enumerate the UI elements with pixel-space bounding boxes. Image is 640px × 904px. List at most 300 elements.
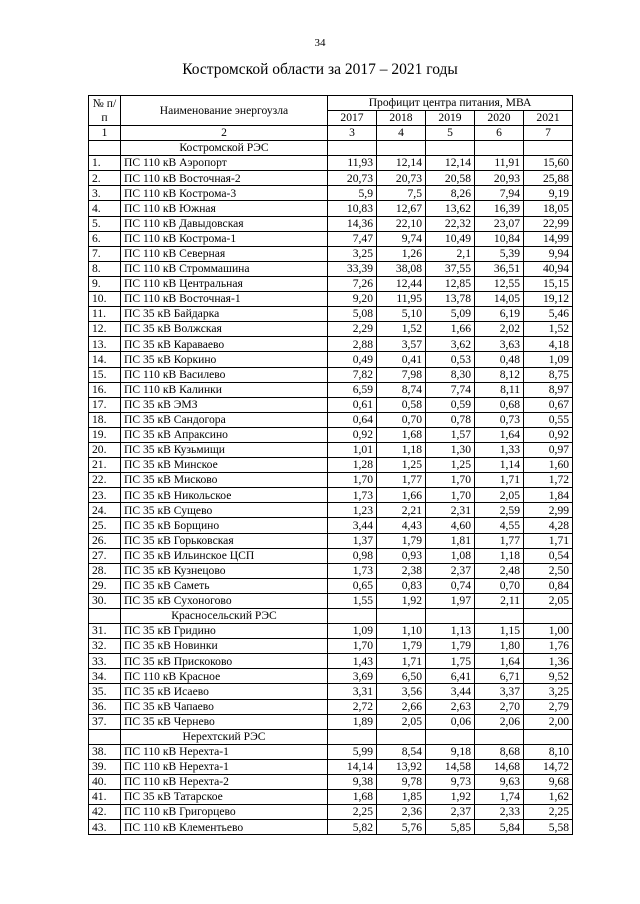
surplus-value: 5,99 bbox=[328, 744, 377, 759]
surplus-value: 1,62 bbox=[524, 790, 573, 805]
surplus-value: 2,88 bbox=[328, 337, 377, 352]
table-row bbox=[89, 261, 573, 276]
surplus-value: 1,36 bbox=[524, 654, 573, 669]
surplus-value: 3,44 bbox=[426, 684, 475, 699]
surplus-value: 1,18 bbox=[475, 548, 524, 563]
surplus-value: 2,38 bbox=[377, 563, 426, 578]
surplus-value: 1,00 bbox=[524, 624, 573, 639]
surplus-value: 2,59 bbox=[475, 503, 524, 518]
surplus-value: 7,82 bbox=[328, 367, 377, 382]
substation-name: ПС 35 кВ Ильинское ЦСП bbox=[121, 548, 328, 563]
surplus-value: 7,94 bbox=[475, 186, 524, 201]
surplus-value: 1,80 bbox=[475, 639, 524, 654]
row-number: 8. bbox=[89, 261, 121, 276]
surplus-value: 1,71 bbox=[377, 654, 426, 669]
surplus-value: 20,73 bbox=[328, 171, 377, 186]
surplus-value: 20,93 bbox=[475, 171, 524, 186]
row-number: 5. bbox=[89, 216, 121, 231]
surplus-value: 3,25 bbox=[328, 246, 377, 261]
surplus-value: 1,73 bbox=[328, 488, 377, 503]
substation-name: ПС 110 кВ Кострома-3 bbox=[121, 186, 328, 201]
surplus-value: 0,55 bbox=[524, 412, 573, 427]
header-profit: Профицит центра питания, МВА bbox=[328, 96, 573, 111]
table-row bbox=[89, 156, 573, 171]
table-row bbox=[89, 684, 573, 699]
surplus-value: 1,72 bbox=[524, 473, 573, 488]
row-number: 23. bbox=[89, 488, 121, 503]
substation-name: ПС 35 кВ Волжская bbox=[121, 322, 328, 337]
surplus-value: 13,92 bbox=[377, 759, 426, 774]
surplus-value: 1,68 bbox=[328, 790, 377, 805]
table-row bbox=[89, 473, 573, 488]
surplus-value: 0,78 bbox=[426, 412, 475, 427]
region-empty-cell bbox=[524, 141, 573, 156]
surplus-value: 7,26 bbox=[328, 276, 377, 291]
substation-name: ПС 35 кВ Татарское bbox=[121, 790, 328, 805]
row-number: 4. bbox=[89, 201, 121, 216]
table-row bbox=[89, 442, 573, 457]
region-empty-cell bbox=[377, 141, 426, 156]
region-empty-cell bbox=[328, 141, 377, 156]
surplus-value: 4,60 bbox=[426, 518, 475, 533]
surplus-value: 1,01 bbox=[328, 442, 377, 457]
substation-name: ПС 35 кВ Чернево bbox=[121, 714, 328, 729]
surplus-value: 9,74 bbox=[377, 231, 426, 246]
surplus-value: 8,54 bbox=[377, 744, 426, 759]
surplus-value: 22,10 bbox=[377, 216, 426, 231]
surplus-value: 8,75 bbox=[524, 367, 573, 382]
substation-name: ПС 35 кВ Кузьмищи bbox=[121, 442, 328, 457]
surplus-value: 7,74 bbox=[426, 382, 475, 397]
surplus-value: 1,25 bbox=[377, 458, 426, 473]
row-number: 10. bbox=[89, 292, 121, 307]
surplus-value: 11,93 bbox=[328, 156, 377, 171]
surplus-value: 9,78 bbox=[377, 775, 426, 790]
substation-name: ПС 35 кВ Сущево bbox=[121, 503, 328, 518]
table-row bbox=[89, 759, 573, 774]
surplus-value: 1,55 bbox=[328, 593, 377, 608]
header-num: № п/п bbox=[89, 96, 121, 126]
surplus-value: 0,59 bbox=[426, 397, 475, 412]
substation-name: ПС 110 кВ Нерехта-1 bbox=[121, 759, 328, 774]
surplus-value: 19,12 bbox=[524, 292, 573, 307]
surplus-value: 0,83 bbox=[377, 578, 426, 593]
substation-name: ПС 110 кВ Калинки bbox=[121, 382, 328, 397]
substation-name: ПС 110 кВ Южная bbox=[121, 201, 328, 216]
surplus-value: 5,82 bbox=[328, 820, 377, 835]
surplus-value: 1,70 bbox=[426, 488, 475, 503]
surplus-value: 22,99 bbox=[524, 216, 573, 231]
surplus-value: 8,12 bbox=[475, 367, 524, 382]
row-number: 36. bbox=[89, 699, 121, 714]
surplus-value: 0,06 bbox=[426, 714, 475, 729]
surplus-value: 1,28 bbox=[328, 458, 377, 473]
surplus-value: 1,70 bbox=[328, 473, 377, 488]
table-row bbox=[89, 292, 573, 307]
substation-name: ПС 35 кВ Исаево bbox=[121, 684, 328, 699]
surplus-value: 1,09 bbox=[328, 624, 377, 639]
surplus-value: 1,79 bbox=[426, 639, 475, 654]
row-number: 6. bbox=[89, 231, 121, 246]
surplus-value: 15,15 bbox=[524, 276, 573, 291]
substation-name: ПС 35 кВ Мисково bbox=[121, 473, 328, 488]
surplus-value: 1,66 bbox=[377, 488, 426, 503]
surplus-value: 5,84 bbox=[475, 820, 524, 835]
surplus-value: 9,52 bbox=[524, 669, 573, 684]
surplus-value: 37,55 bbox=[426, 261, 475, 276]
surplus-value: 9,18 bbox=[426, 744, 475, 759]
row-number: 40. bbox=[89, 775, 121, 790]
table-row bbox=[89, 820, 573, 835]
surplus-value: 1,64 bbox=[475, 654, 524, 669]
substation-name: ПС 110 кВ Нерехта-2 bbox=[121, 775, 328, 790]
region-title: Нерехтский РЭС bbox=[121, 729, 328, 744]
surplus-value: 1,37 bbox=[328, 533, 377, 548]
surplus-value: 2,05 bbox=[377, 714, 426, 729]
col-number: 1 bbox=[89, 126, 121, 141]
surplus-value: 2,21 bbox=[377, 503, 426, 518]
header-year: 2018 bbox=[377, 111, 426, 126]
surplus-value: 3,44 bbox=[328, 518, 377, 533]
surplus-value: 1,25 bbox=[426, 458, 475, 473]
surplus-value: 18,05 bbox=[524, 201, 573, 216]
substation-name: ПС 35 кВ Новинки bbox=[121, 639, 328, 654]
substation-name: ПС 35 кВ Сухоногово bbox=[121, 593, 328, 608]
surplus-value: 15,60 bbox=[524, 156, 573, 171]
substation-name: ПС 35 кВ Гридино bbox=[121, 624, 328, 639]
table-row bbox=[89, 171, 573, 186]
substation-name: ПС 35 кВ Апраксино bbox=[121, 427, 328, 442]
surplus-value: 12,14 bbox=[426, 156, 475, 171]
surplus-value: 1,92 bbox=[377, 593, 426, 608]
row-number: 25. bbox=[89, 518, 121, 533]
surplus-value: 2,1 bbox=[426, 246, 475, 261]
surplus-value: 0,53 bbox=[426, 352, 475, 367]
surplus-value: 10,84 bbox=[475, 231, 524, 246]
substation-name: ПС 110 кВ Григорцево bbox=[121, 805, 328, 820]
document-title: Костромской области за 2017 – 2021 годы bbox=[182, 61, 458, 78]
surplus-value: 2,06 bbox=[475, 714, 524, 729]
surplus-value: 2,05 bbox=[524, 593, 573, 608]
surplus-value: 12,85 bbox=[426, 276, 475, 291]
surplus-value: 2,25 bbox=[524, 805, 573, 820]
table-row bbox=[89, 790, 573, 805]
table-row bbox=[89, 669, 573, 684]
surplus-value: 8,97 bbox=[524, 382, 573, 397]
surplus-value: 1,60 bbox=[524, 458, 573, 473]
surplus-value: 5,9 bbox=[328, 186, 377, 201]
surplus-value: 9,68 bbox=[524, 775, 573, 790]
surplus-value: 20,73 bbox=[377, 171, 426, 186]
table-row bbox=[89, 578, 573, 593]
row-number: 33. bbox=[89, 654, 121, 669]
table-row bbox=[89, 805, 573, 820]
surplus-value: 1,77 bbox=[377, 473, 426, 488]
surplus-value: 12,14 bbox=[377, 156, 426, 171]
table-row bbox=[89, 533, 573, 548]
region-empty-cell bbox=[475, 141, 524, 156]
surplus-value: 25,88 bbox=[524, 171, 573, 186]
table-row bbox=[89, 397, 573, 412]
substation-name: ПС 110 кВ Аэропорт bbox=[121, 156, 328, 171]
row-number: 20. bbox=[89, 442, 121, 457]
surplus-value: 4,18 bbox=[524, 337, 573, 352]
surplus-value: 1,57 bbox=[426, 427, 475, 442]
row-number: 26. bbox=[89, 533, 121, 548]
surplus-value: 36,51 bbox=[475, 261, 524, 276]
row-number: 35. bbox=[89, 684, 121, 699]
row-number: 39. bbox=[89, 759, 121, 774]
surplus-value: 0,65 bbox=[328, 578, 377, 593]
row-number: 38. bbox=[89, 744, 121, 759]
surplus-value: 8,26 bbox=[426, 186, 475, 201]
surplus-value: 0,68 bbox=[475, 397, 524, 412]
surplus-value: 0,73 bbox=[475, 412, 524, 427]
surplus-value: 1,66 bbox=[426, 322, 475, 337]
table-row bbox=[89, 246, 573, 261]
surplus-value: 2,37 bbox=[426, 805, 475, 820]
surplus-value: 0,92 bbox=[524, 427, 573, 442]
surplus-value: 1,26 bbox=[377, 246, 426, 261]
substation-name: ПС 35 кВ Чапаево bbox=[121, 699, 328, 714]
surplus-value: 0,49 bbox=[328, 352, 377, 367]
surplus-value: 6,19 bbox=[475, 307, 524, 322]
region-row bbox=[89, 141, 573, 156]
surplus-value: 0,54 bbox=[524, 548, 573, 563]
header-year: 2017 bbox=[328, 111, 377, 126]
row-number: 32. bbox=[89, 639, 121, 654]
surplus-value: 5,58 bbox=[524, 820, 573, 835]
substation-name: ПС 35 кВ Байдарка bbox=[121, 307, 328, 322]
surplus-value: 2,00 bbox=[524, 714, 573, 729]
substation-name: ПС 110 кВ Нерехта-1 bbox=[121, 744, 328, 759]
surplus-value: 14,36 bbox=[328, 216, 377, 231]
table-row bbox=[89, 427, 573, 442]
surplus-value: 14,99 bbox=[524, 231, 573, 246]
header-name: Наименование энергоузла bbox=[121, 96, 328, 126]
surplus-value: 1,92 bbox=[426, 790, 475, 805]
substation-name: ПС 35 кВ Караваево bbox=[121, 337, 328, 352]
surplus-value: 1,15 bbox=[475, 624, 524, 639]
surplus-value: 0,61 bbox=[328, 397, 377, 412]
table-row bbox=[89, 548, 573, 563]
surplus-value: 6,50 bbox=[377, 669, 426, 684]
surplus-value: 9,20 bbox=[328, 292, 377, 307]
row-number: 28. bbox=[89, 563, 121, 578]
row-number: 17. bbox=[89, 397, 121, 412]
page-number: 34 bbox=[314, 37, 326, 49]
header-year: 2021 bbox=[524, 111, 573, 126]
surplus-value: 5,39 bbox=[475, 246, 524, 261]
surplus-value: 3,69 bbox=[328, 669, 377, 684]
surplus-value: 1,79 bbox=[377, 533, 426, 548]
surplus-value: 7,5 bbox=[377, 186, 426, 201]
region-title: Костромской РЭС bbox=[121, 141, 328, 156]
row-number: 13. bbox=[89, 337, 121, 352]
surplus-value: 3,62 bbox=[426, 337, 475, 352]
region-empty-cell bbox=[524, 609, 573, 624]
surplus-value: 14,58 bbox=[426, 759, 475, 774]
row-number: 21. bbox=[89, 458, 121, 473]
table-row bbox=[89, 639, 573, 654]
region-empty-cell bbox=[328, 609, 377, 624]
region-empty-cell bbox=[328, 729, 377, 744]
table-row bbox=[89, 503, 573, 518]
table-row bbox=[89, 276, 573, 291]
surplus-value: 1,79 bbox=[377, 639, 426, 654]
row-number: 12. bbox=[89, 322, 121, 337]
surplus-value: 2,66 bbox=[377, 699, 426, 714]
row-number: 1. bbox=[89, 156, 121, 171]
surplus-value: 13,62 bbox=[426, 201, 475, 216]
surplus-value: 1,74 bbox=[475, 790, 524, 805]
surplus-value: 2,31 bbox=[426, 503, 475, 518]
surplus-value: 10,49 bbox=[426, 231, 475, 246]
region-row bbox=[89, 729, 573, 744]
surplus-value: 3,57 bbox=[377, 337, 426, 352]
row-number: 27. bbox=[89, 548, 121, 563]
region-row bbox=[89, 609, 573, 624]
surplus-value: 1,18 bbox=[377, 442, 426, 457]
table-row bbox=[89, 231, 573, 246]
surplus-value: 2,29 bbox=[328, 322, 377, 337]
region-num-cell bbox=[89, 141, 121, 156]
region-empty-cell bbox=[377, 609, 426, 624]
surplus-value: 3,63 bbox=[475, 337, 524, 352]
col-number: 2 bbox=[121, 126, 328, 141]
region-empty-cell bbox=[475, 609, 524, 624]
region-num-cell bbox=[89, 609, 121, 624]
table-row bbox=[89, 322, 573, 337]
surplus-value: 1,14 bbox=[475, 458, 524, 473]
surplus-value: 2,48 bbox=[475, 563, 524, 578]
region-num-cell bbox=[89, 729, 121, 744]
surplus-value: 8,11 bbox=[475, 382, 524, 397]
region-empty-cell bbox=[426, 609, 475, 624]
col-number: 4 bbox=[377, 126, 426, 141]
surplus-value: 12,55 bbox=[475, 276, 524, 291]
surplus-value: 1,77 bbox=[475, 533, 524, 548]
substation-name: ПС 110 кВ Центральная bbox=[121, 276, 328, 291]
row-number: 15. bbox=[89, 367, 121, 382]
row-number: 14. bbox=[89, 352, 121, 367]
substation-name: ПС 35 кВ Борщино bbox=[121, 518, 328, 533]
surplus-value: 2,05 bbox=[475, 488, 524, 503]
surplus-value: 12,67 bbox=[377, 201, 426, 216]
surplus-value: 1,76 bbox=[524, 639, 573, 654]
surplus-value: 1,64 bbox=[475, 427, 524, 442]
row-number: 30. bbox=[89, 593, 121, 608]
col-number: 6 bbox=[475, 126, 524, 141]
surplus-value: 1,52 bbox=[524, 322, 573, 337]
surplus-value: 5,10 bbox=[377, 307, 426, 322]
surplus-value: 8,68 bbox=[475, 744, 524, 759]
surplus-value: 5,09 bbox=[426, 307, 475, 322]
row-number: 3. bbox=[89, 186, 121, 201]
surplus-value: 1,89 bbox=[328, 714, 377, 729]
substation-surplus-table bbox=[88, 95, 573, 835]
surplus-value: 2,63 bbox=[426, 699, 475, 714]
substation-name: ПС 110 кВ Северная bbox=[121, 246, 328, 261]
surplus-value: 1,81 bbox=[426, 533, 475, 548]
surplus-value: 20,58 bbox=[426, 171, 475, 186]
surplus-value: 10,83 bbox=[328, 201, 377, 216]
surplus-value: 1,33 bbox=[475, 442, 524, 457]
surplus-value: 0,70 bbox=[475, 578, 524, 593]
surplus-value: 1,70 bbox=[328, 639, 377, 654]
table-row bbox=[89, 488, 573, 503]
surplus-value: 1,13 bbox=[426, 624, 475, 639]
row-number: 18. bbox=[89, 412, 121, 427]
surplus-value: 2,50 bbox=[524, 563, 573, 578]
surplus-value: 0,97 bbox=[524, 442, 573, 457]
surplus-value: 0,93 bbox=[377, 548, 426, 563]
substation-name: ПС 35 кВ Прискоково bbox=[121, 654, 328, 669]
surplus-value: 0,92 bbox=[328, 427, 377, 442]
row-number: 42. bbox=[89, 805, 121, 820]
row-number: 31. bbox=[89, 624, 121, 639]
surplus-value: 1,70 bbox=[426, 473, 475, 488]
surplus-value: 14,72 bbox=[524, 759, 573, 774]
surplus-value: 0,41 bbox=[377, 352, 426, 367]
table-row bbox=[89, 458, 573, 473]
surplus-value: 4,43 bbox=[377, 518, 426, 533]
surplus-value: 7,47 bbox=[328, 231, 377, 246]
header-year: 2020 bbox=[475, 111, 524, 126]
surplus-value: 0,58 bbox=[377, 397, 426, 412]
row-number: 11. bbox=[89, 307, 121, 322]
surplus-value: 2,37 bbox=[426, 563, 475, 578]
surplus-value: 0,64 bbox=[328, 412, 377, 427]
surplus-value: 2,02 bbox=[475, 322, 524, 337]
surplus-value: 1,09 bbox=[524, 352, 573, 367]
table-body bbox=[89, 141, 573, 835]
substation-name: ПС 35 кВ ЭМЗ bbox=[121, 397, 328, 412]
surplus-value: 1,71 bbox=[524, 533, 573, 548]
col-number: 3 bbox=[328, 126, 377, 141]
substation-name: ПС 35 кВ Никольское bbox=[121, 488, 328, 503]
table-row bbox=[89, 307, 573, 322]
surplus-value: 5,85 bbox=[426, 820, 475, 835]
table-row bbox=[89, 593, 573, 608]
surplus-value: 0,67 bbox=[524, 397, 573, 412]
table-row bbox=[89, 382, 573, 397]
row-number: 7. bbox=[89, 246, 121, 261]
row-number: 29. bbox=[89, 578, 121, 593]
substation-name: ПС 110 кВ Строммашина bbox=[121, 261, 328, 276]
table-row bbox=[89, 624, 573, 639]
surplus-value: 8,10 bbox=[524, 744, 573, 759]
surplus-value: 2,11 bbox=[475, 593, 524, 608]
table-row bbox=[89, 337, 573, 352]
surplus-value: 1,30 bbox=[426, 442, 475, 457]
row-number: 37. bbox=[89, 714, 121, 729]
substation-name: ПС 35 кВ Горьковская bbox=[121, 533, 328, 548]
surplus-value: 3,31 bbox=[328, 684, 377, 699]
row-number: 41. bbox=[89, 790, 121, 805]
surplus-value: 2,79 bbox=[524, 699, 573, 714]
surplus-value: 6,41 bbox=[426, 669, 475, 684]
surplus-value: 22,32 bbox=[426, 216, 475, 231]
row-number: 2. bbox=[89, 171, 121, 186]
surplus-value: 9,94 bbox=[524, 246, 573, 261]
surplus-value: 6,59 bbox=[328, 382, 377, 397]
surplus-value: 2,70 bbox=[475, 699, 524, 714]
surplus-value: 2,99 bbox=[524, 503, 573, 518]
surplus-value: 14,05 bbox=[475, 292, 524, 307]
substation-name: ПС 110 кВ Давыдовская bbox=[121, 216, 328, 231]
surplus-value: 14,14 bbox=[328, 759, 377, 774]
